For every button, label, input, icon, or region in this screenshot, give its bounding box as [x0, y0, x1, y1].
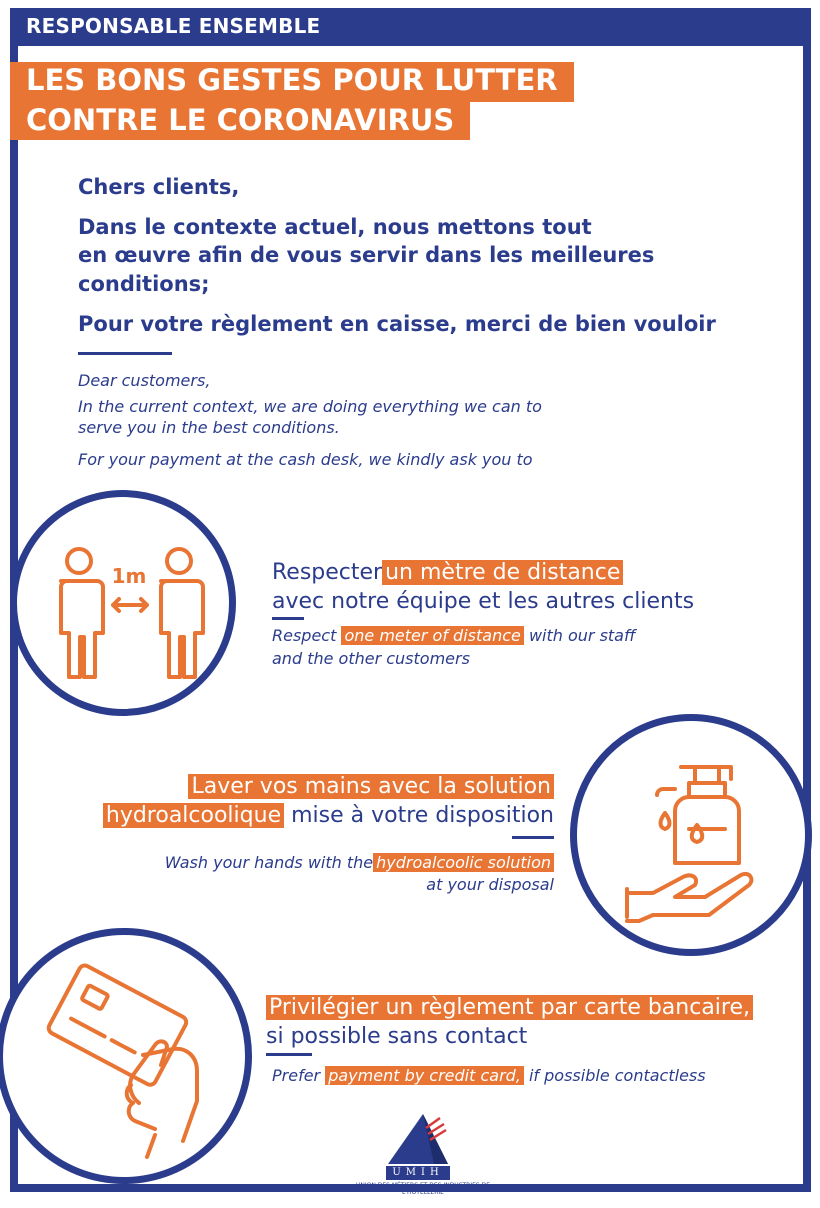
hand-sanitizer-icon [577, 721, 805, 949]
umih-pyramid-icon [368, 1108, 478, 1168]
item1-fr-highlight: un mètre de distance [382, 560, 623, 585]
intro-fr-line2: en œuvre afin de vous servir dans les meilleures [78, 243, 655, 267]
item1-fr-line1 [272, 558, 623, 587]
item2-fr-line1 [188, 772, 554, 801]
intro-en-line2: serve you in the best conditions. [78, 418, 340, 437]
intro-fr-greeting: Chers clients, [78, 175, 240, 199]
umih-logo [355, 1108, 491, 1196]
item1-en-line1 [272, 625, 636, 647]
card-circle [0, 928, 252, 1184]
item2-en-prefix: Wash your hands with the [164, 853, 374, 872]
item1-en-highlight: one meter of distance [341, 626, 523, 645]
logo-letters: UMIH [386, 1166, 450, 1180]
item2-fr-highlight2: hydroalcoolique [103, 803, 284, 828]
title-line-1: LES BONS GESTES POUR LUTTER [10, 62, 574, 102]
item1-fr-line2: avec notre équipe et les autres clients [272, 589, 695, 614]
item2-en-highlight: hydroalcoolic solution [373, 853, 554, 872]
item3-fr-line2: si possible sans contact [266, 1024, 528, 1049]
item2-en-line2: at your disposal [426, 875, 554, 894]
intro-fr-line3: conditions; [78, 272, 210, 296]
intro-en-line3: For your payment at the cash desk, we kindly ask you to [78, 450, 533, 469]
item1-en-line2: and the other customers [272, 649, 470, 668]
item3-fr-line1 [266, 993, 753, 1022]
intro-en-greeting: Dear customers, [78, 371, 211, 390]
item1-en-prefix: Respect [272, 626, 337, 645]
item3-fr-highlight1: Privilégier un règlement par carte bancaire, [266, 995, 753, 1020]
item2-en-line1 [165, 852, 554, 874]
section-label: RESPONSABLE ENSEMBLE [26, 14, 321, 38]
social-distance-icon [17, 497, 229, 709]
sanitizer-circle [570, 714, 812, 956]
title-line-2: CONTRE LE CORONAVIRUS [10, 102, 470, 140]
logo-tagline: UNION DES MÉTIERS ET DES INDUSTRIES DE L'HÔTELLERIE [355, 1182, 491, 1196]
item2-fr-line2 [103, 801, 554, 830]
intro-divider [78, 352, 172, 355]
item1-divider [272, 617, 304, 620]
item1-fr-prefix: Respecter [272, 560, 383, 585]
credit-card-hand-icon [3, 935, 245, 1177]
intro-en-line1: In the current context, we are doing everything we can to [78, 397, 542, 416]
item3-en-suffix: if possible contactless [528, 1066, 706, 1085]
item1-en-suffix: with our staff [528, 626, 636, 645]
item2-fr-suffix: mise à votre disposition [291, 803, 554, 828]
item3-en-line1 [272, 1065, 706, 1087]
intro-fr-line4: Pour votre règlement en caisse, merci de bien vouloir [78, 312, 716, 336]
distance-label: 1m [111, 564, 147, 588]
intro-fr-line1: Dans le contexte actuel, nous mettons tout [78, 215, 592, 239]
item2-divider [512, 836, 554, 839]
distance-circle [10, 490, 236, 716]
item2-fr-highlight1: Laver vos mains avec la solution [188, 774, 554, 799]
item3-en-highlight: payment by credit card, [325, 1066, 524, 1085]
item3-en-prefix: Prefer [272, 1066, 321, 1085]
item3-divider [266, 1053, 312, 1056]
